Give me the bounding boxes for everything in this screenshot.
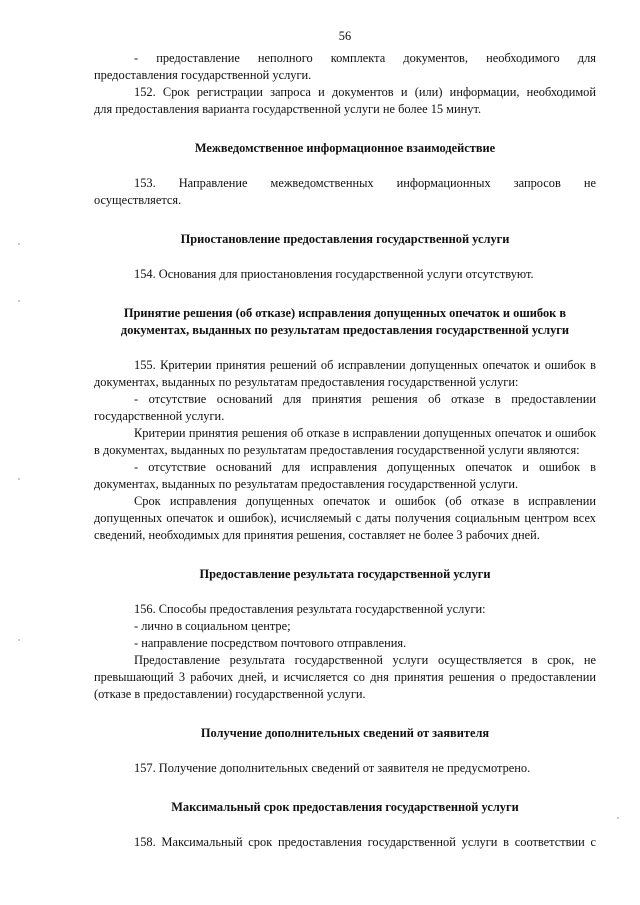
paragraph-156-term: Предоставление результата государственной услуги осуществляется в срок, не превышающий 3 рабочих дней, и исчисляется со дня принятия решения о предоставлении (отказе в предоставлении) государственной услуги. [94, 653, 596, 701]
paragraph-155-term: Срок исправления допущенных опечаток и ошибок (об отказе в исправлении допущенных опечаток и ошибок), исчисляемый с даты получения социальным центром всех сведений, необходимых для принятия решения, составляет не более 3 рабочих дней. [94, 494, 596, 542]
scan-dot [18, 243, 20, 245]
paragraph-152-line2: для предоставления варианта государственной услуги не более 15 минут. [94, 102, 482, 116]
heading-result-provision: Предоставление результата государственной услуги [199, 567, 491, 581]
paragraph-155-item2: - отсутствие оснований для исправления допущенных опечаток и ошибок в документах, выданных по результатам предоставления государственной услуги. [94, 460, 596, 491]
scan-dot [617, 817, 619, 819]
page-number: 56 [338, 29, 352, 43]
paragraph-158: 158. Максимальный срок предоставления государственной услуги в соответствии с [134, 835, 596, 849]
paragraph-156-item1: - лично в социальном центре; [134, 619, 291, 633]
heading-additional-info: Получение дополнительных сведений от заявителя [200, 726, 490, 740]
paragraph-155-item1: - отсутствие оснований для принятия решения об отказе в предоставлении государственной услуги. [94, 392, 596, 423]
paragraph-152-line1: 152. Срок регистрации запроса и документов и (или) информации, необходимой [134, 85, 596, 99]
list-item-incomplete-docs-line2: предоставления государственной услуги. [94, 68, 312, 82]
document-page [94, 28, 596, 851]
paragraph-154: 154. Основания для приостановления государственной услуги отсутствуют. [134, 267, 534, 281]
heading-correction-decision-line1: Принятие решения (об отказе) исправления допущенных опечаток и ошибок в [123, 306, 567, 320]
paragraph-156-item2: - направление посредством почтового отправления. [134, 636, 407, 650]
paragraph-155: 155. Критерии принятия решений об исправлении допущенных опечаток и ошибок в документах, выданных по результатам предоставления государственной услуги: [94, 358, 596, 389]
paragraph-157: 157. Получение дополнительных сведений от заявителя не предусмотрено. [134, 761, 531, 775]
scan-dot [18, 639, 20, 641]
paragraph-153-line1: 153. Направление межведомственных информационных запросов не [134, 176, 596, 190]
paragraph-156: 156. Способы предоставления результата государственной услуги: [134, 602, 486, 616]
heading-max-term: Максимальный срок предоставления государственной услуги [171, 800, 519, 814]
heading-interagency-interaction: Межведомственное информационное взаимодействие [194, 141, 496, 155]
heading-correction-decision-line2: документах, выданных по результатам предоставления государственной услуги [120, 323, 570, 337]
scan-dot [18, 478, 20, 480]
heading-suspension: Приостановление предоставления государственной услуги [180, 232, 510, 246]
paragraph-153-line2: осуществляется. [94, 193, 182, 207]
paragraph-155-refusal-criteria: Критерии принятия решения об отказе в исправлении допущенных опечаток и ошибок в документах, выданных по результатам предоставления государственной услуги являются: [94, 426, 596, 457]
list-item-incomplete-docs-line1: - предоставление неполного комплекта документов, необходимого для [134, 51, 596, 65]
scan-dot [18, 300, 20, 302]
